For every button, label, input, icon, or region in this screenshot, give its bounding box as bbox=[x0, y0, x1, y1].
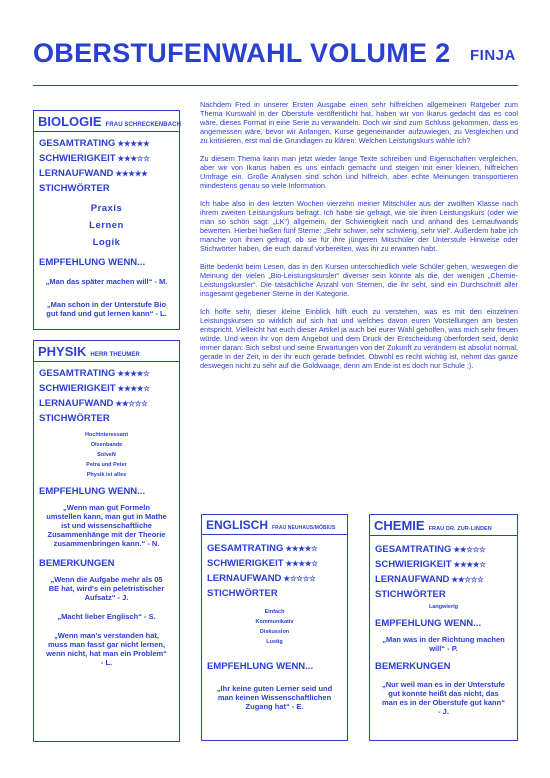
recommend-label: EMPFEHLUNG WENN... bbox=[39, 486, 146, 497]
teacher-name: HERR THEUMER bbox=[90, 352, 140, 358]
rating-gesamt: GESAMTRATING ★★★★★ bbox=[39, 138, 150, 149]
rating-lernaufwand: LERNAUFWAND ★★☆☆☆ bbox=[39, 398, 148, 409]
subject-name: ENGLISCH bbox=[206, 518, 269, 532]
remark: „Wenn die Aufgabe mehr als 05 BE hat, wird's ein peletristischer Aufsatz“ - J. bbox=[48, 575, 165, 602]
recommend-label: EMPFEHLUNG WENN... bbox=[207, 661, 314, 672]
keyword: Lernen bbox=[89, 220, 124, 231]
keywords-label: STICHWÖRTER bbox=[39, 183, 110, 194]
teacher-name: FRAU DR. ZUR-LINDEN bbox=[428, 526, 492, 532]
article-paragraph: Ich hoffe sehr, dieser kleine Einblick hilft euch zu verstehen, was es mit den einzelnen Leistungskursen so wirklich auf sich hat und welches davon euren Vorstellungen am besten entspricht. Vielleicht hat euch dieser Artikel ja auch bei eurer Wahl geholfen, was mich sehr freuen würde. Und wenn ihr von dem Angebot und dem Druck der Entscheidung überfordert seid, denkt immer daran: Sich selbst und seine Erwartungen von der Zukunft zu verändern ist absolut normal, gerade in der Zeit, in der ihr euch gerade befindet. Obwohl es recht wichtig ist, nehmt das ganze deswegen nicht zu sehr auf die Goldwaage, denn am Ende ist es doch nur Schule ;). bbox=[200, 307, 518, 370]
physik-header bbox=[34, 341, 179, 362]
subject-name: CHEMIE bbox=[374, 518, 425, 533]
chemie-box bbox=[369, 514, 518, 741]
subject-name: PHYSIK bbox=[38, 344, 87, 359]
keyword: Diskussion bbox=[259, 629, 290, 635]
recommend-label: EMPFEHLUNG WENN... bbox=[375, 618, 482, 629]
stars-icon: ★★★★☆ bbox=[285, 544, 318, 553]
author-name: FINJA bbox=[470, 47, 516, 64]
quote: „Man was in der Richtung machen will“ - P. bbox=[382, 635, 505, 653]
stars-icon: ★★★★★ bbox=[117, 139, 150, 148]
article-paragraph: Nachdem Fred in unserer Ersten Ausgabe einen sehr hilfreichen allgemeinen Ratgeber zum Thema Kurswahl in der Oberstufe veröffentlicht hat, haben wir von Ikarus gedacht das es cool wäre, dieses Format in eine Serie zu verwandeln. Doch wir sind zum Schluss gekommen, dass es angemessen wäre, bevor wir Anfangen, Kurse gegeneinander aufzuwiegen, zu Vergleichen und zu kritisieren, erst mal die Grundlagen zu klären: Welchen Leistungskurs wähle ich? bbox=[200, 100, 518, 145]
keyword: Physik ist alles bbox=[86, 472, 127, 478]
keyword: Kommunikativ bbox=[255, 619, 294, 625]
keywords-label: STICHWÖRTER bbox=[375, 589, 446, 600]
stars-icon: ★★★★☆ bbox=[453, 560, 486, 569]
page-title: OBERSTUFENWAHL VOLUME 2 bbox=[33, 38, 451, 68]
rating-schwierigkeit: SCHWIERIGKEIT ★★★☆☆ bbox=[39, 153, 150, 164]
keyword: Praxis bbox=[90, 203, 123, 214]
teacher-name: FRAU SCHRECKENBACH bbox=[105, 122, 182, 128]
englisch-header bbox=[202, 515, 347, 535]
quote: „Man schon in der Unterstufe Bio gut fand und gut lernen kann“ - L. bbox=[46, 300, 167, 318]
biologie-header bbox=[34, 111, 182, 132]
rating-lernaufwand: LERNAUFWAND ★★☆☆☆ bbox=[375, 574, 484, 585]
rating-lernaufwand: LERNAUFWAND ★☆☆☆☆ bbox=[207, 573, 316, 584]
title-divider bbox=[33, 85, 518, 86]
article-body bbox=[200, 100, 518, 379]
quote: „Ihr keine guten Lerner seid und man keinen Wissenschaftlichen Zugang hat“ - E. bbox=[216, 684, 333, 711]
rating-gesamt: GESAMTRATING ★★☆☆☆ bbox=[375, 544, 486, 555]
remarks-label: BEMERKUNGEN bbox=[375, 661, 451, 672]
keyword: Hochinteressant bbox=[84, 432, 129, 438]
quote: „Wenn man gut Formeln umstellen kann, man gut in Mathe ist und wissenschaftliche Zusammenhänge mit der Theorie zusammenbringen kann.“ - N. bbox=[46, 503, 167, 548]
article-paragraph: Zu diesem Thema kann man jetzt wieder lange Texte schreiben und Eigenschaften vergleichen, aber wir von Ikarus haben es uns einfach gemacht und steigen mit einer kleinen, hilfreichen Umfrage ein. Große Analysen sind schön und hilfreich, aber echte Meinungen transportieren mindestens genau so viele Information. bbox=[200, 154, 518, 190]
article-paragraph: Ich habe also in den letzten Wochen vierzehn meiner Mitschüler aus der zwölften Klasse nach ihrem zweiten Leistungskurs befragt. Ich habe sie gefragt, wie sie ihren Leistungskurs (oder wie man so schön sagt: „LK“) allgemein, der Schwierigkeit nach und anhand des Lernaufwands bewerten. Hierbei hießen fünf Sterne: „Sehr schwer, sehr schwierig, sehr viel“. Außerdem habe ich manche von ihnen gefragt, ob sie für ihre jüngeren Mitschüler der Unterstufe Hinweise oder Stichwörter haben, die euch darauf vorbereiten, was ihr zu erwarten habt. bbox=[200, 199, 518, 253]
remark: „Nur weil man es in der Unterstufe gut konnte heißt das nicht, das man es in der Oberstufe gut kann“ - J. bbox=[382, 680, 505, 716]
remark: „Wenn man's verstanden hat, muss man fasst gar nicht lernen, wenn nicht, hat man ein Problem“ - L. bbox=[46, 631, 167, 667]
rating-schwierigkeit: SCHWIERIGKEIT ★★★★☆ bbox=[207, 558, 318, 569]
keyword: Einfach bbox=[264, 609, 285, 615]
remark: „Macht lieber Englisch“ - S. bbox=[57, 612, 156, 621]
quote: „Man das später machen will“ - M. bbox=[45, 277, 168, 286]
stars-icon: ★★★★★ bbox=[115, 169, 148, 178]
stars-icon: ★★★★☆ bbox=[117, 384, 150, 393]
keywords-label: STICHWÖRTER bbox=[39, 413, 110, 424]
keyword: Olsenbande bbox=[90, 442, 123, 448]
stars-icon: ★★★☆☆ bbox=[117, 154, 150, 163]
rating-gesamt: GESAMTRATING ★★★★☆ bbox=[39, 368, 150, 379]
keyword: SolveN bbox=[97, 452, 116, 458]
stars-icon: ★★★★☆ bbox=[285, 559, 318, 568]
rating-schwierigkeit: SCHWIERIGKEIT ★★★★☆ bbox=[39, 383, 150, 394]
stars-icon: ★★☆☆☆ bbox=[453, 545, 486, 554]
englisch-box bbox=[201, 514, 348, 741]
teacher-name: FRAU NEUHAUS/MÖBIUS bbox=[272, 525, 336, 531]
article-paragraph: Bitte bedenkt beim Lesen, das in den Kursen unterschiedlich viele Schüler gehen, weswegen die Meinung der vielen „Bio-Leistungskursler“ diverser sein könnte als die, der wenigen „Chemie-Leistungskursler“. Die tatsächliche Anzahl von Sternen, die ihr seht, sind ein Durchschnitt aller insgesamt gegebener Sterne in der Kategorie. bbox=[200, 262, 518, 298]
recommend-label: EMPFEHLUNG WENN... bbox=[39, 257, 146, 268]
stars-icon: ★★☆☆☆ bbox=[115, 399, 148, 408]
stars-icon: ★☆☆☆☆ bbox=[283, 574, 316, 583]
biologie-box bbox=[33, 110, 180, 330]
stars-icon: ★★★★☆ bbox=[117, 369, 150, 378]
chemie-header bbox=[370, 515, 517, 536]
remarks-label: BEMERKUNGEN bbox=[39, 558, 115, 569]
stars-icon: ★★☆☆☆ bbox=[451, 575, 484, 584]
rating-lernaufwand: LERNAUFWAND ★★★★★ bbox=[39, 168, 148, 179]
rating-gesamt: GESAMTRATING ★★★★☆ bbox=[207, 543, 318, 554]
rating-schwierigkeit: SCHWIERIGKEIT ★★★★☆ bbox=[375, 559, 486, 570]
keyword: Logik bbox=[92, 237, 121, 248]
keyword: Langwierig bbox=[428, 604, 459, 610]
keywords-label: STICHWÖRTER bbox=[207, 588, 278, 599]
physik-box bbox=[33, 340, 180, 742]
keyword: Petra und Peter bbox=[86, 462, 127, 468]
subject-name: BIOLOGIE bbox=[38, 114, 102, 129]
keyword: Lustig bbox=[266, 639, 283, 645]
